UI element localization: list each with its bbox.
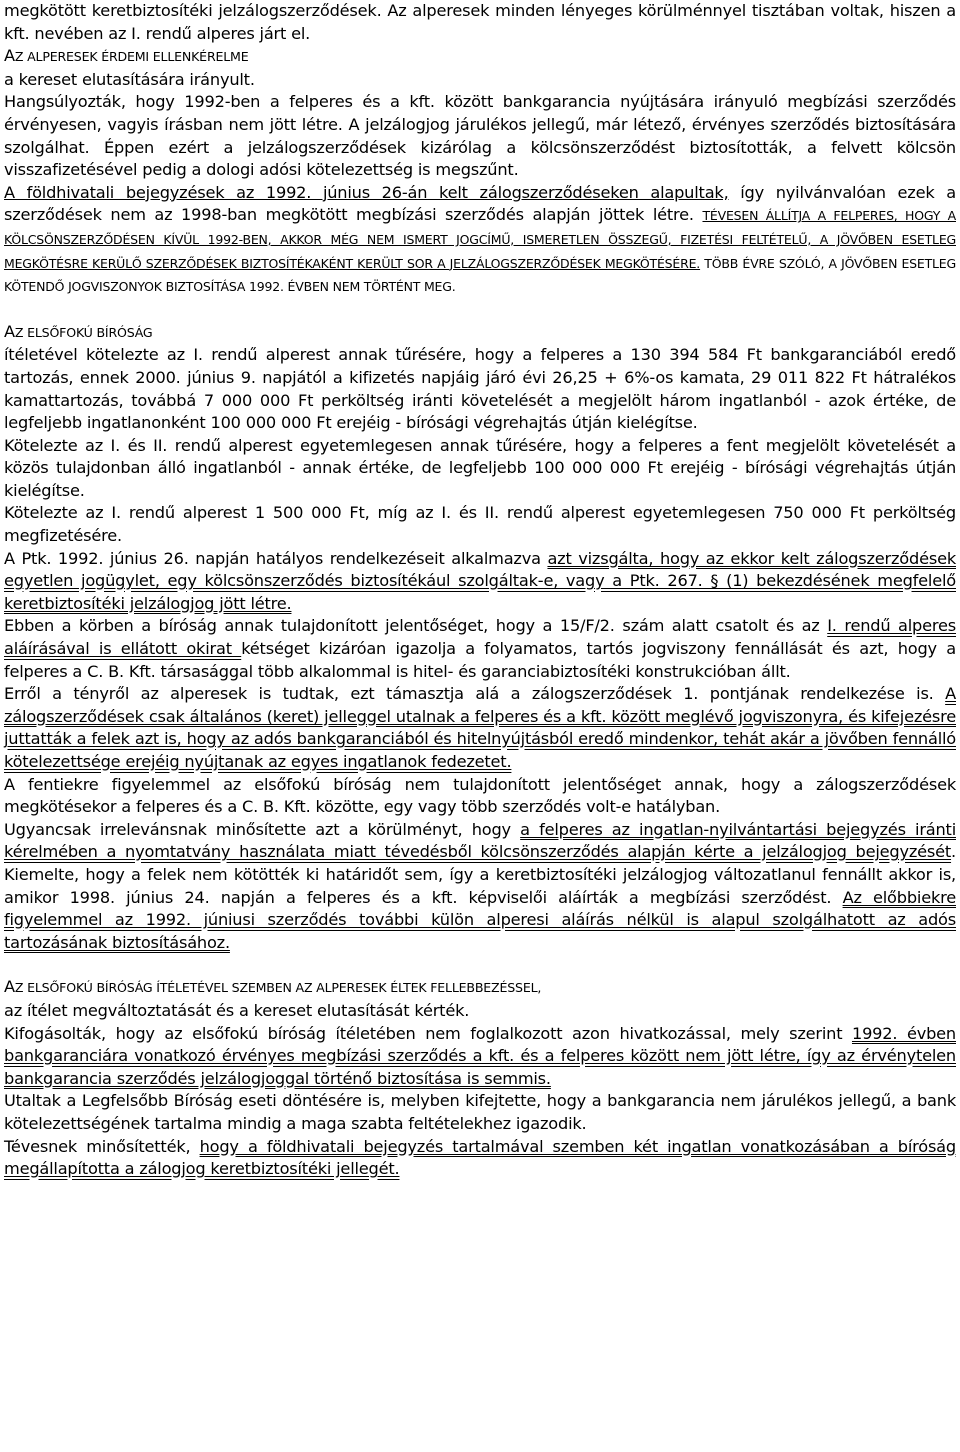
double-underlined-text: 1992. évben bankgaranciára vonatkozó érvényes megbízási szerződés a kft. és a felperes között nem jött létre, így az érvénytelen bankgarancia szerződés jelzálogjoggal történő biztosítása is semmis. — [4, 1023, 956, 1088]
paragraph-11: A fentiekre figyelemmel az elsőfokú bíróság nem tulajdonított jelentőséget annak, hogy a zálogszerződések megkötésekor a felperes és a C. B. Kft. közötte, egy vagy több szerződés volt-e hatályban. — [4, 774, 956, 817]
paragraph-14: Kifogásolták, hogy az elsőfokú bíróság ítéletében nem foglalkozott azon hivatkozással, mely szerint 1992. évben bankgaranciára vonatkozó érvényes megbízási szerződés a kft. és a felperes között nem jött létre, így az érvénytelen bankgarancia szerződés jelzálogjoggal történő biztosítása is semmis. — [4, 1023, 956, 1088]
section-heading-appeal: AZ ELSŐFOKÚ BÍRÓSÁG ÍTÉLETÉVEL SZEMBEN AZ ALPERESEK ÉLTEK FELLEBBEZÉSSEL, — [4, 977, 542, 997]
double-underlined-text: azt vizsgálta, hogy az ekkor kelt zálogszerződések egyetlen jogügylet, egy kölcsönszerződés biztosítékául szolgáltak-e, vagy a Ptk. 267. § (1) bekezdésének megfelelő keretbiztosítéki jelzálogjog jött létre. — [4, 548, 956, 613]
document-page — [4, 0, 956, 1181]
underlined-text: A földhivatali bejegyzések az 1992. június 26-án kelt zálogszerződéseken alapultak, — [4, 182, 729, 202]
paragraph-4: A földhivatali bejegyzések az 1992. június 26-án kelt zálogszerződéseken alapultak, így nyilvánvalóan ezek a szerződések nem az 1998-ban megkötött megbízási szerződés alapján jöttek létre. TÉVESEN ÁLLÍTJA A FELPERES, HOGY A KÖLCSÖNSZERZŐDÉSEN KÍVÜL 1992-BEN, AKKOR MÉG NEM ISMERT JOGCÍMŰ, ISMERETLEN ÖSSZEGŰ, FIZETÉSI FELTÉTELŰ, A JÖVŐBEN ESETLEG MEGKÖTÉSRE KERÜLŐ SZERZŐDÉSEK BIZTOSÍTÉKAKÉNT KERÜLT SOR A JELZÁLOGSZERZŐDÉSEK MEGKÖTÉSÉRE. TÖBB ÉVRE SZÓLÓ, A JÖVŐBEN ESETLEG KÖTENDŐ JOGVISZONYOK BIZTOSÍTÁSA 1992. ÉVBEN NEM TÖRTÉNT MEG. — [4, 182, 956, 295]
double-underlined-text: I. rendű alperes aláírásával is ellátott okirat — [4, 616, 956, 659]
paragraph-3: Hangsúlyozták, hogy 1992-ben a felperes és a kft. között bankgarancia nyújtására irányuló megbízási szerződés érvényesen, vagyis írásban nem jött létre. A jelzálogjog járulékos jellegű, már létező, érvényes szerződés biztosítására szolgálhat. Éppen ezért a jelzálogszerződések kizárólag a kölcsönszerződést biztosították, a felvett kölcsön visszafizetésével pedig a dologi adósi kötelezettség is megszűnt. — [4, 92, 956, 180]
paragraph-2: a kereset elutasítására irányult. — [4, 69, 255, 89]
paragraph-16: Tévesnek minősítették, hogy a földhivatali bejegyzés tartalmával szemben két ingatlan vonatkozásában a bíróság megállapította a zálogjog keretbiztosítéki jellegét. — [4, 1136, 956, 1179]
paragraph-5: ítéletével kötelezte az I. rendű alperest annak tűrésére, hogy a felperes a 130 394 584 Ft bankgaranciából eredő tartozás, ennek 2000. június 9. napjától a kifizetés napjáig járó évi 26,25 + 6%-os kamata, 29 011 822 Ft hátralékos kamattartozás, továbbá 7 000 000 Ft perköltség iránti követelését a megjelölt három ingatlanból - azok értéke, de legfeljebb ingatlanonként 100 000 000 Ft erejéig - bírósági végrehajtás útján kielégítse. — [4, 345, 956, 433]
double-underlined-text: A zálogszerződések csak általános (keret) jelleggel utalnak a felperes és a kft. között meglévő jogviszonyra, és kifejezésre juttatták a felek azt is, hogy az adós bankgaranciából és hitelnyújtásból eredő mindenkor, tehát akár a jövőben fennálló kötelezettsége erejéig nyújtanak az egyes ingatlanok fedezetet. — [4, 684, 956, 771]
paragraph-8: A Ptk. 1992. június 26. napján hatályos rendelkezéseit alkalmazva azt vizsgálta, hogy az ekkor kelt zálogszerződések egyetlen jogügylet, egy kölcsönszerződés biztosítékául szolgáltak-e, vagy a Ptk. 267. § (1) bekezdésének megfelelő keretbiztosítéki jelzálogjog jött létre. — [4, 548, 956, 613]
double-underlined-text: hogy a földhivatali bejegyzés tartalmával szemben két ingatlan vonatkozásában a bíróság megállapította a zálogjog keretbiztosítéki jellegét. — [4, 1136, 956, 1179]
paragraph-10: Erről a tényről az alperesek is tudtak, ezt támasztja alá a zálogszerződések 1. pontjának rendelkezése is. A zálogszerződések csak általános (keret) jelleggel utalnak a felperes és a kft. között meglévő jogviszonyra, és kifejezésre juttatták a felek azt is, hogy az adós bankgaranciából és hitelnyújtásból eredő mindenkor, tehát akár a jövőben fennálló kötelezettsége erejéig nyújtanak az egyes ingatlanok fedezetet. — [4, 684, 956, 771]
double-underlined-text: a felperes az ingatlan-nyilvántartási bejegyzés iránti kérelmében a nyomtatvány használata miatt tévedésből kölcsönszerződés alapján kérte a jelzálogjog bejegyzését — [4, 819, 956, 862]
section-heading-first-instance: AZ ELSŐFOKÚ BÍRÓSÁG — [4, 321, 153, 341]
section-heading-defendants-plea: AZ ALPERESEK ÉRDEMI ELLENKÉRELME — [4, 46, 249, 66]
paragraph-13: az ítélet megváltoztatását és a kereset elutasítását kérték. — [4, 1000, 470, 1020]
paragraph-6: Kötelezte az I. és II. rendű alperest egyetemlegesen annak tűrésére, hogy a felperes a fent megjelölt követelését a közös tulajdonban álló ingatlanból - annak értéke, de legfeljebb 100 000 000 Ft erejéig - bírósági végrehajtás útján kielégítse. — [4, 435, 956, 500]
paragraph-9: Ebben a körben a bíróság annak tulajdonított jelentőséget, hogy a 15/F/2. szám alatt csatolt és az I. rendű alperes aláírásával is ellátott okirat kétséget kizáróan igazolja a folyamatos, tartós jogviszony fennállását és azt, hogy a felperes a C. B. Kft. társasággal több alkalommal is hitel- és garanciabiztosítéki konstrukcióban állt. — [4, 616, 956, 681]
paragraph-12: Ugyancsak irrelevánsnak minősítette azt a körülményt, hogy a felperes az ingatlan-nyilvántartási bejegyzés iránti kérelmében a nyomtatvány használata miatt tévedésből kölcsönszerződés alapján kérte a jelzálogjog bejegyzését. Kiemelte, hogy a felek nem kötötték ki határidőt sem, így a keretbiztosítéki jelzálogjog változatlanul fennállt akkor is, amikor 1998. június 24. napján a felperes és a kft. képviselői aláírták a megbízási szerződést. Az előbbiekre figyelemmel az 1992. júniusi szerződés további külön alperesi aláírás nélkül is alapul szolgálhatott az adós tartozásának biztosításához. — [4, 819, 956, 952]
paragraph-1: megkötött keretbiztosítéki jelzálogszerződések. Az alperesek minden lényeges körülménnyel tisztában voltak, hiszen a kft. nevében az I. rendű alperes járt el. — [4, 1, 956, 43]
small-caps-underlined-text: TÉVESEN ÁLLÍTJA A FELPERES, HOGY A KÖLCSÖNSZERZŐDÉSEN KÍVÜL 1992-BEN, AKKOR MÉG NEM ISMERT JOGCÍMŰ, ISMERETLEN ÖSSZEGŰ, FIZETÉSI FELTÉTELŰ, A JÖVŐBEN ESETLEG MEGKÖTÉSRE KERÜLŐ SZERZŐDÉSEK BIZTOSÍTÉKAKÉNT KERÜLT SOR A JELZÁLOGSZERZŐDÉSEK MEGKÖTÉSÉRE. — [4, 208, 956, 271]
paragraph-15: Utaltak a Legfelsőbb Bíróság eseti döntésére is, melyben kifejtette, hogy a bankgarancia nem járulékos jellegű, a bank kötelezettségének tartalma mindig a maga szabta feltételekhez igazodik. — [4, 1091, 956, 1133]
double-underlined-text: Az előbbiekre figyelemmel az 1992. júniusi szerződés további külön alperesi aláírás nélkül is alapul szolgálhatott az adós tartozásának biztosításához. — [4, 887, 956, 952]
paragraph-7: Kötelezte az I. rendű alperest 1 500 000 Ft, míg az I. és II. rendű alperest egyetemlegesen 750 000 Ft perköltség megfizetésére. — [4, 503, 956, 546]
